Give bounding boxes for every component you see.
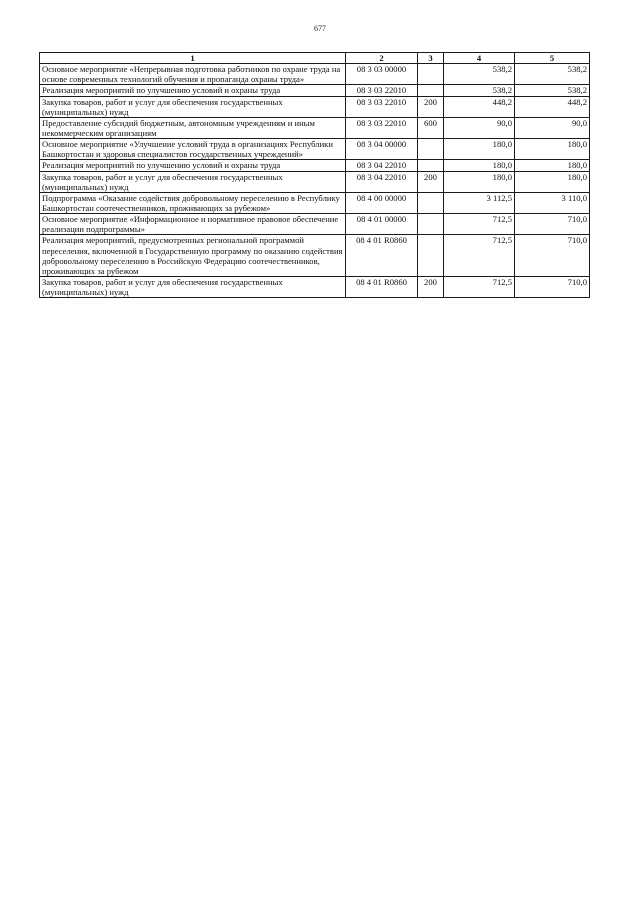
table-body	[40, 64, 590, 298]
row-type: 200	[418, 276, 444, 297]
table-row	[40, 117, 590, 138]
row-code: 08 3 03 22010	[346, 96, 418, 117]
row-name: Основное мероприятие «Улучшение условий труда в организациях Республики Башкортостан и здоровья специалистов государственных учреждений»	[40, 139, 346, 160]
table-row	[40, 96, 590, 117]
row-type: 200	[418, 171, 444, 192]
row-value-4: 448,2	[444, 96, 515, 117]
row-value-4: 712,5	[444, 235, 515, 277]
row-value-5: 538,2	[515, 64, 590, 85]
row-name: Реализация мероприятий, предусмотренных региональной программой переселения, включенной в Государственную программу по оказанию содействия добровольному переселению в Российскую Федерацию соотечественников, проживающих за рубежом	[40, 235, 346, 277]
row-value-4: 538,2	[444, 64, 515, 85]
row-type	[418, 192, 444, 213]
table-row	[40, 171, 590, 192]
table-row	[40, 64, 590, 85]
table-row	[40, 235, 590, 277]
row-type: 200	[418, 96, 444, 117]
row-code: 08 4 01 R0860	[346, 276, 418, 297]
row-name: Закупка товаров, работ и услуг для обеспечения государственных (муниципальных) нужд	[40, 171, 346, 192]
table-row	[40, 214, 590, 235]
row-name: Подпрограмма «Оказание содействия добровольному переселению в Республику Башкортостан соотечественников, проживающих за рубежом»	[40, 192, 346, 213]
budget-table	[39, 52, 590, 298]
table-row	[40, 192, 590, 213]
column-header-4: 4	[444, 53, 515, 64]
row-value-4: 712,5	[444, 214, 515, 235]
row-code: 08 4 01 00000	[346, 214, 418, 235]
column-header-5: 5	[515, 53, 590, 64]
row-type	[418, 160, 444, 171]
row-value-5: 710,0	[515, 276, 590, 297]
row-value-5: 90,0	[515, 117, 590, 138]
row-value-5: 3 110,0	[515, 192, 590, 213]
row-type	[418, 235, 444, 277]
row-code: 08 4 00 00000	[346, 192, 418, 213]
column-header-1: 1	[40, 53, 346, 64]
row-type	[418, 64, 444, 85]
row-value-4: 180,0	[444, 171, 515, 192]
row-value-5: 710,0	[515, 235, 590, 277]
column-header-2: 2	[346, 53, 418, 64]
row-code: 08 4 01 R0860	[346, 235, 418, 277]
row-name: Предоставление субсидий бюджетным, автономным учреждениям и иным некоммерческим организациям	[40, 117, 346, 138]
row-name: Основное мероприятие «Непрерывная подготовка работников по охране труда на основе современных технологий обучения и пропаганда охраны труда»	[40, 64, 346, 85]
row-type	[418, 214, 444, 235]
row-code: 08 3 03 22010	[346, 85, 418, 96]
row-code: 08 3 04 00000	[346, 139, 418, 160]
row-type	[418, 85, 444, 96]
row-type	[418, 139, 444, 160]
row-name: Закупка товаров, работ и услуг для обеспечения государственных (муниципальных) нужд	[40, 96, 346, 117]
table-row	[40, 160, 590, 171]
row-value-5: 180,0	[515, 139, 590, 160]
row-value-4: 180,0	[444, 160, 515, 171]
row-name: Закупка товаров, работ и услуг для обеспечения государственных (муниципальных) нужд	[40, 276, 346, 297]
row-code: 08 3 03 00000	[346, 64, 418, 85]
table-row	[40, 276, 590, 297]
row-value-5: 448,2	[515, 96, 590, 117]
row-name: Реализация мероприятий по улучшению условий и охраны труда	[40, 160, 346, 171]
row-value-5: 538,2	[515, 85, 590, 96]
row-code: 08 3 03 22010	[346, 117, 418, 138]
row-value-5: 180,0	[515, 160, 590, 171]
row-value-5: 710,0	[515, 214, 590, 235]
row-value-4: 712,5	[444, 276, 515, 297]
page-number: 677	[314, 24, 326, 33]
table-row	[40, 85, 590, 96]
row-code: 08 3 04 22010	[346, 171, 418, 192]
row-name: Основное мероприятие «Информационное и нормативное правовое обеспечение реализации подпрограммы»	[40, 214, 346, 235]
row-value-4: 3 112,5	[444, 192, 515, 213]
row-type: 600	[418, 117, 444, 138]
row-code: 08 3 04 22010	[346, 160, 418, 171]
row-value-4: 538,2	[444, 85, 515, 96]
column-header-3: 3	[418, 53, 444, 64]
table-row	[40, 139, 590, 160]
row-value-5: 180,0	[515, 171, 590, 192]
row-value-4: 180,0	[444, 139, 515, 160]
row-value-4: 90,0	[444, 117, 515, 138]
table-header-row	[40, 53, 590, 64]
row-name: Реализация мероприятий по улучшению условий и охраны труда	[40, 85, 346, 96]
